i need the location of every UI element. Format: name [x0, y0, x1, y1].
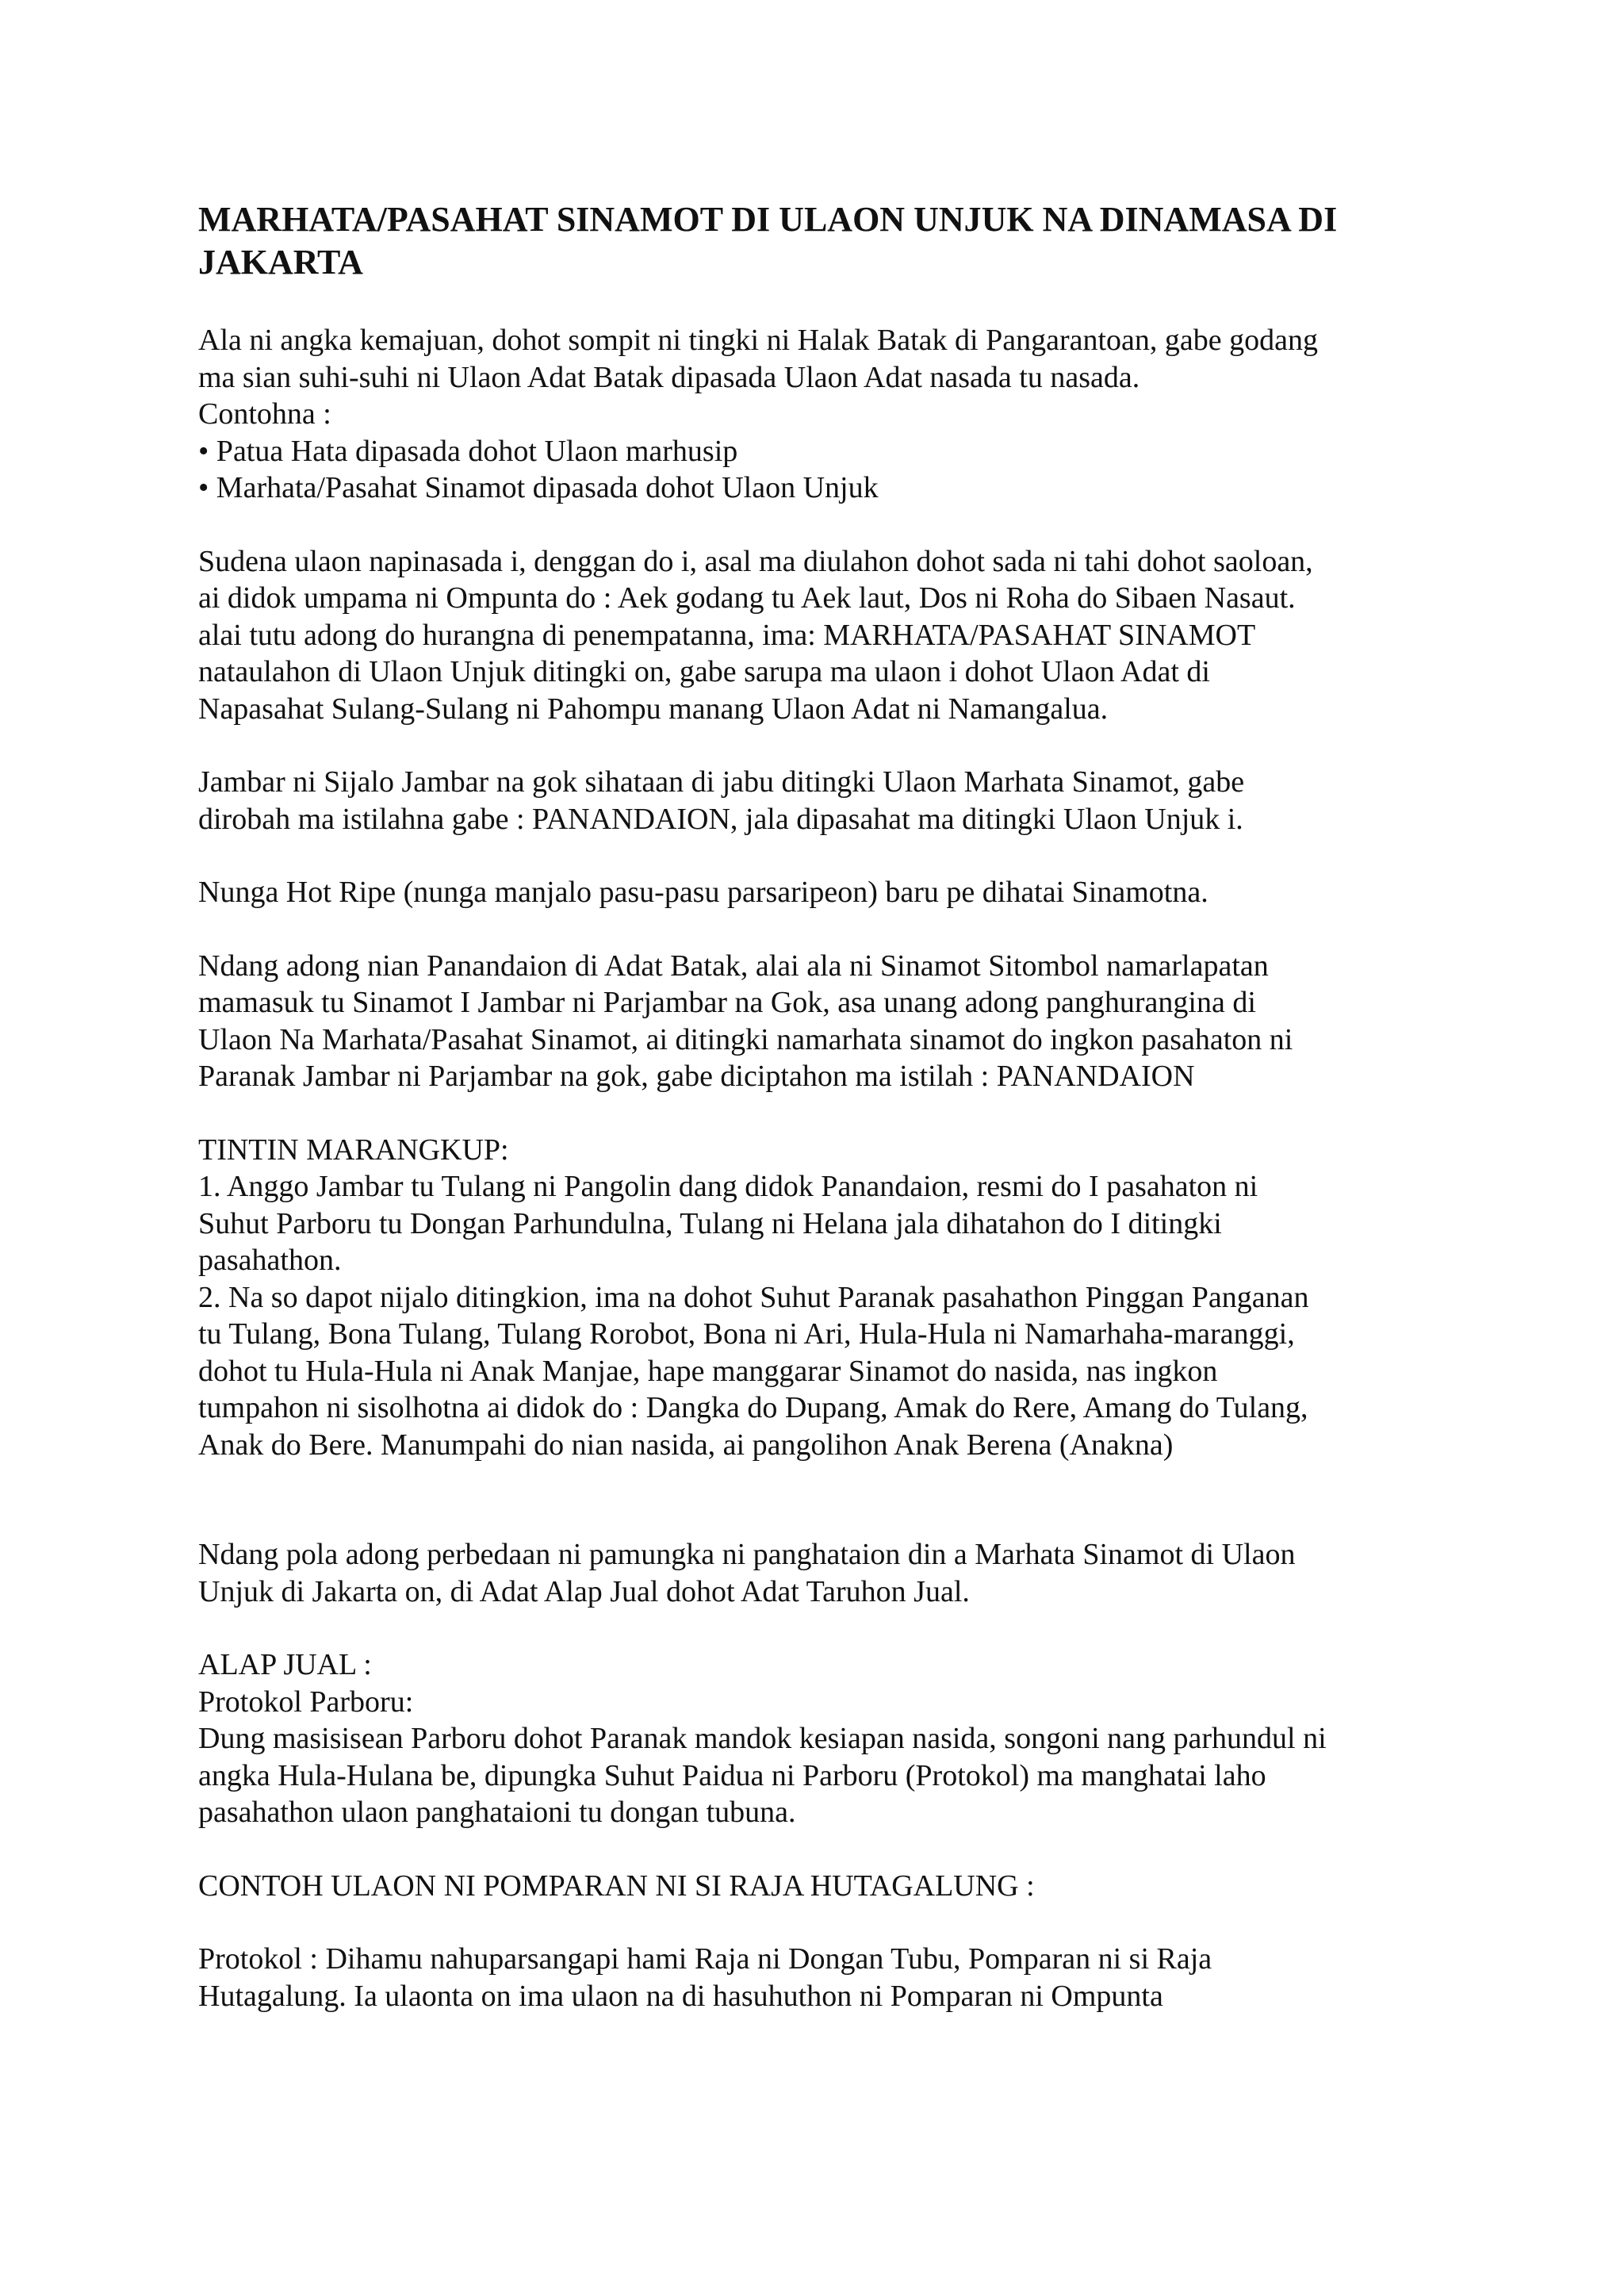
paragraph-contoh-ulaon: [198, 1868, 1451, 1905]
text-line: Nunga Hot Ripe (nunga manjalo pasu-pasu parsaripeon) baru pe dihatai Sinamotna.: [198, 876, 1208, 909]
text-line: Dung masisisean Parboru dohot Paranak mandok kesiapan nasida, songoni nang parhundul ni: [198, 1722, 1327, 1755]
text-line: ai didok umpama ni Ompunta do : Aek godang tu Aek laut, Dos ni Roha do Sibaen Nasaut.: [198, 581, 1296, 615]
text-line: Hutagalung. Ia ulaonta on ima ulaon na di hasuhuthon ni Pomparan ni Ompunta: [198, 1979, 1163, 2013]
document-title: [198, 198, 1451, 284]
paragraph-jambar: [198, 764, 1451, 838]
text-line: Ala ni angka kemajuan, dohot sompit ni tingki ni Halak Batak di Pangarantoan, gabe godang: [198, 324, 1319, 357]
paragraph-tintin-marangkup: [198, 1132, 1451, 1464]
paragraph-sudena: [198, 543, 1451, 728]
subheading: Protokol Parboru:: [198, 1685, 414, 1719]
paragraph-protokol: [198, 1941, 1451, 2014]
numbered-item: 2. Na so dapot nijalo ditingkion, ima na dohot Suhut Paranak pasahathon Pinggan Panganan: [198, 1280, 1309, 1314]
text-line: Jambar ni Sijalo Jambar na gok sihataan di jabu ditingki Ulaon Marhata Sinamot, gabe: [198, 765, 1245, 799]
paragraph-ndang-pola: [198, 1536, 1451, 1610]
bullet-item: • Patua Hata dipasada dohot Ulaon marhusip: [198, 434, 738, 468]
text-line: alai tutu adong do hurangna di penempatanna, ima: MARHATA/PASAHAT SINAMOT: [198, 618, 1256, 652]
title-line: MARHATA/PASAHAT SINAMOT DI ULAON UNJUK NA DINAMASA DI: [198, 200, 1338, 239]
text-line: Ulaon Na Marhata/Pasahat Sinamot, ai ditingki namarhata sinamot do ingkon pasahaton ni: [198, 1022, 1293, 1056]
section-heading: CONTOH ULAON NI POMPARAN NI SI RAJA HUTAGALUNG :: [198, 1869, 1035, 1903]
text-line: dirobah ma istilahna gabe : PANANDAION, jala dipasahat ma ditingki Ulaon Unjuk i.: [198, 802, 1243, 836]
text-line: Sudena ulaon napinasada i, denggan do i, asal ma diulahon dohot sada ni tahi dohot saoloan,: [198, 544, 1313, 578]
text-line: angka Hula-Hulana be, dipungka Suhut Paidua ni Parboru (Protokol) ma manghatai laho: [198, 1758, 1266, 1792]
text-line: Paranak Jambar ni Parjambar na gok, gabe diciptahon ma istilah : PANANDAION: [198, 1060, 1195, 1093]
text-line: Suhut Parboru tu Dongan Parhundulna, Tulang ni Helana jala dihatahon do I ditingki: [198, 1206, 1222, 1240]
text-line: Unjuk di Jakarta on, di Adat Alap Jual dohot Adat Taruhon Jual.: [198, 1574, 970, 1608]
numbered-item: 1. Anggo Jambar tu Tulang ni Pangolin dang didok Panandaion, resmi do I pasahaton ni: [198, 1170, 1258, 1203]
text-line: mamasuk tu Sinamot I Jambar ni Parjambar na Gok, asa unang adong panghurangina di: [198, 986, 1256, 1019]
text-line: dohot tu Hula-Hula ni Anak Manjae, hape manggarar Sinamot do nasida, nas ingkon: [198, 1354, 1218, 1388]
text-line: Ndang pola adong perbedaan ni pamungka ni panghataion din a Marhata Sinamot di Ulaon: [198, 1538, 1296, 1571]
title-line: JAKARTA: [198, 243, 363, 282]
text-line: Ndang adong nian Panandaion di Adat Batak, alai ala ni Sinamot Sitombol namarlapatan: [198, 949, 1269, 983]
text-line: pasahathon.: [198, 1244, 342, 1277]
text-line: Protokol : Dihamu nahuparsangapi hami Raja ni Dongan Tubu, Pomparan ni si Raja: [198, 1942, 1212, 1976]
document-page: [198, 198, 1451, 2051]
paragraph-alap-jual: [198, 1646, 1451, 1831]
text-line: Anak do Bere. Manumpahi do nian nasida, ai pangolihon Anak Berena (Anakna): [198, 1428, 1174, 1462]
text-line: ma sian suhi-suhi ni Ulaon Adat Batak dipasada Ulaon Adat nasada tu nasada.: [198, 360, 1140, 394]
bullet-item: • Marhata/Pasahat Sinamot dipasada dohot Ulaon Unjuk: [198, 471, 879, 504]
text-line: tu Tulang, Bona Tulang, Tulang Rorobot, Bona ni Ari, Hula-Hula ni Namarhaha-maranggi,: [198, 1317, 1295, 1351]
text-line: tumpahon ni sisolhotna ai didok do : Dangka do Dupang, Amak do Rere, Amang do Tulang,: [198, 1391, 1308, 1424]
section-heading: ALAP JUAL :: [198, 1648, 372, 1681]
text-line: Napasahat Sulang-Sulang ni Pahompu manang Ulaon Adat ni Namangalua.: [198, 692, 1109, 726]
section-heading: TINTIN MARANGKUP:: [198, 1133, 509, 1167]
paragraph-intro: [198, 322, 1451, 507]
text-line: pasahathon ulaon panghataioni tu dongan tubuna.: [198, 1796, 796, 1829]
text-line: Contohna :: [198, 397, 331, 431]
paragraph-ndang-adong: [198, 948, 1451, 1095]
paragraph-nunga: [198, 874, 1451, 911]
text-line: nataulahon di Ulaon Unjuk ditingki on, gabe sarupa ma ulaon i dohot Ulaon Adat di: [198, 655, 1210, 688]
